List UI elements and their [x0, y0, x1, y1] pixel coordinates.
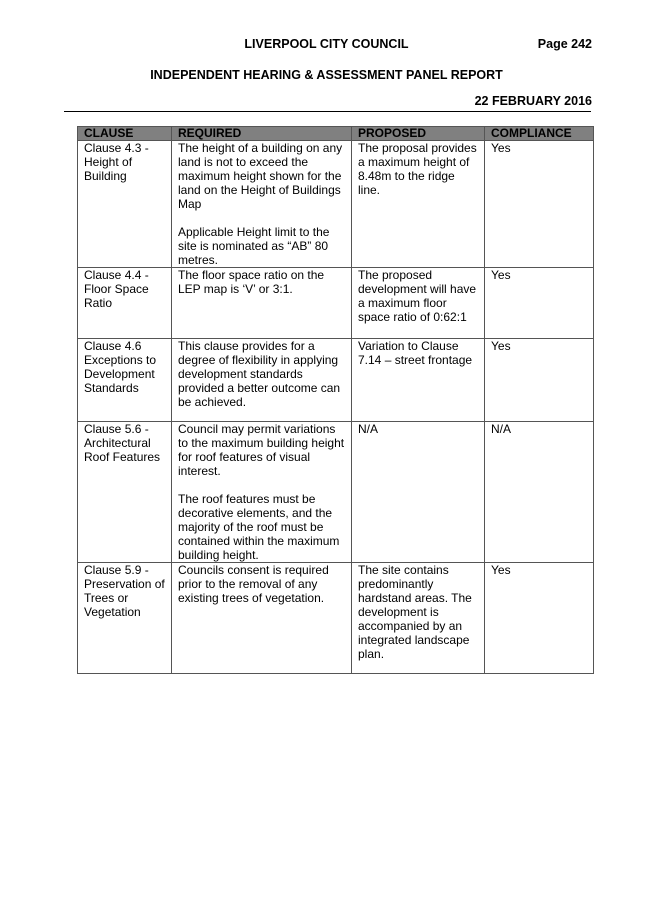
compliance-text: Yes — [491, 268, 511, 282]
proposed-text: N/A — [358, 422, 379, 436]
clause-text: Clause 4.6 Exceptions to Development Standards — [84, 339, 157, 395]
required-text: Applicable Height limit to the site is nominated as “AB” 80 metres. — [178, 225, 330, 267]
clause-text: Clause 4.3 - Height of Building — [84, 141, 149, 183]
column-header-clause: CLAUSE — [78, 127, 172, 141]
table-row — [78, 422, 594, 563]
compliance-cell — [485, 268, 594, 339]
council-name: LIVERPOOL CITY COUNCIL — [244, 37, 409, 51]
proposed-text: The proposal provides a maximum height of 8.48m to the ridge line. — [358, 141, 477, 197]
table-row — [78, 339, 594, 422]
proposed-cell — [352, 563, 485, 674]
column-header-proposed: PROPOSED — [352, 127, 485, 141]
compliance-text: Yes — [491, 141, 511, 155]
proposed-text: The proposed development will have a maximum floor space ratio of 0:62:1 — [358, 268, 477, 324]
compliance-cell — [485, 563, 594, 674]
page-number: Page 242 — [537, 37, 592, 51]
compliance-text: Yes — [491, 339, 511, 353]
compliance-cell — [485, 422, 594, 563]
clause-text: Clause 4.4 - Floor Space Ratio — [84, 268, 149, 310]
compliance-text: Yes — [491, 563, 511, 577]
clause-cell — [78, 422, 172, 563]
column-header-required: REQUIRED — [172, 127, 352, 141]
clause-text: Clause 5.6 - Architectural Roof Features — [84, 422, 161, 464]
table-row — [78, 268, 594, 339]
required-cell — [172, 268, 352, 339]
report-title: INDEPENDENT HEARING & ASSESSMENT PANEL REPORT — [150, 68, 503, 82]
required-text: The floor space ratio on the LEP map is ‘V’ or 3:1. — [178, 268, 325, 296]
table-header-row — [78, 127, 594, 141]
proposed-cell — [352, 268, 485, 339]
proposed-text: Variation to Clause 7.14 – street frontage — [358, 339, 473, 367]
clause-text: Clause 5.9 - Preservation of Trees or Vegetation — [84, 563, 165, 619]
paragraph-gap — [178, 478, 347, 492]
table-row — [78, 141, 594, 268]
required-text: The roof features must be decorative elements, and the majority of the roof must be contained within the maximum building height. — [178, 492, 340, 562]
table-row — [78, 563, 594, 674]
paragraph-gap — [178, 211, 347, 225]
proposed-cell — [352, 422, 485, 563]
compliance-text: N/A — [491, 422, 512, 436]
required-text: The height of a building on any land is not to exceed the maximum height shown for the land on the Height of Buildings Map — [178, 141, 343, 211]
compliance-table — [77, 126, 594, 674]
header-divider — [64, 111, 591, 112]
clause-cell — [78, 141, 172, 268]
clause-cell — [78, 268, 172, 339]
compliance-cell — [485, 339, 594, 422]
column-header-compliance: COMPLIANCE — [485, 127, 594, 141]
compliance-cell — [485, 141, 594, 268]
clause-cell — [78, 339, 172, 422]
required-cell — [172, 422, 352, 563]
required-cell — [172, 339, 352, 422]
report-date: 22 FEBRUARY 2016 — [474, 94, 592, 108]
required-text: This clause provides for a degree of flexibility in applying development standards provided a better outcome can be achieved. — [178, 339, 341, 409]
proposed-text: The site contains predominantly hardstand areas. The development is accompanied by an integrated landscape plan. — [358, 563, 472, 661]
required-cell — [172, 141, 352, 268]
proposed-cell — [352, 339, 485, 422]
clause-cell — [78, 563, 172, 674]
proposed-cell — [352, 141, 485, 268]
required-text: Councils consent is required prior to the removal of any existing trees of vegetation. — [178, 563, 329, 605]
required-text: Council may permit variations to the maximum building height for roof features of visual interest. — [178, 422, 345, 478]
required-cell — [172, 563, 352, 674]
